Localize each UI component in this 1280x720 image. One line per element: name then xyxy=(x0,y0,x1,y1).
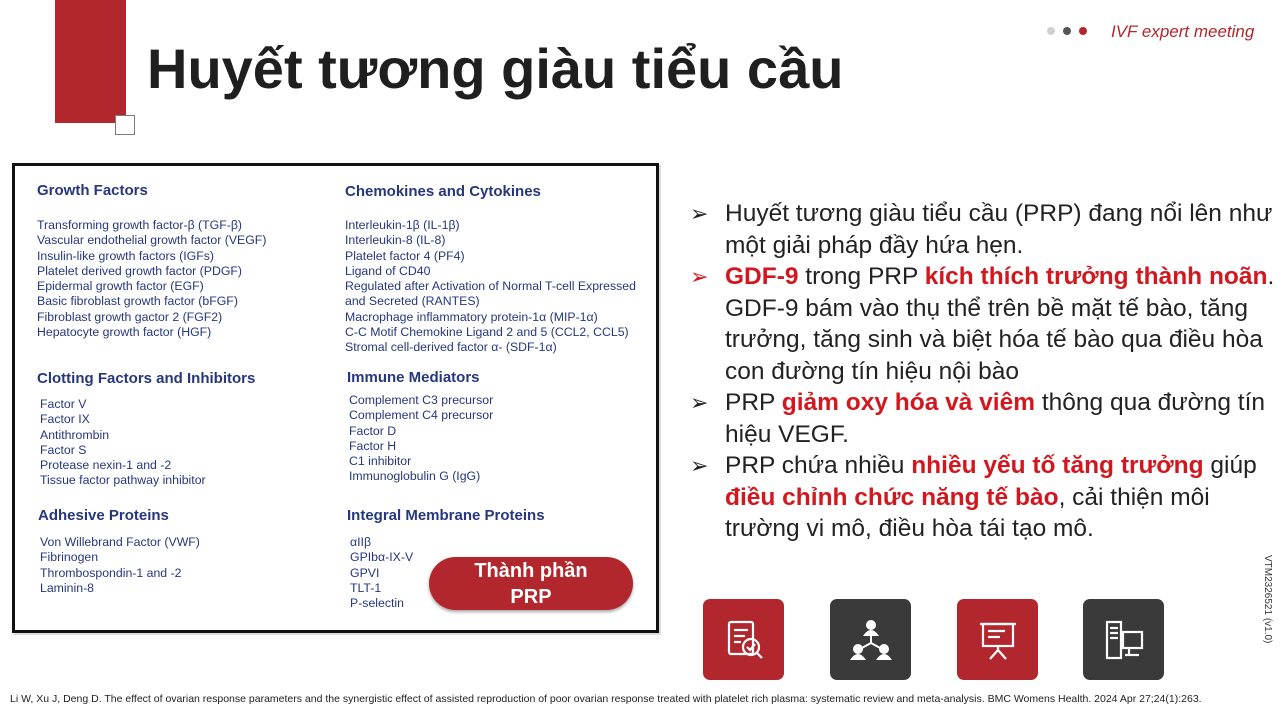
list-item: GPIbα-IX-V xyxy=(350,550,414,565)
arrow-bullet-icon: ➢ xyxy=(690,453,709,478)
bullet-4-text-3: , cải thiện môi trường vi mô, điều hòa tái tạo mô. xyxy=(725,483,1210,542)
list-item: Factor H xyxy=(349,438,397,453)
title-accent-bar xyxy=(55,0,126,123)
prp-components-button[interactable] xyxy=(429,557,633,610)
bullet-3-text-2: thông qua đường tín hiệu VEGF. xyxy=(725,389,1266,448)
list-item: Platelet derived growth factor (PDGF) xyxy=(37,263,243,278)
immune-list xyxy=(349,393,493,485)
list-item: Complement C3 precursor xyxy=(349,393,494,407)
document-review-icon[interactable] xyxy=(703,599,784,680)
list-item: and Secreted (RANTES) xyxy=(345,294,480,309)
list-item: Antithrombin xyxy=(40,427,110,442)
presentation-board-icon[interactable] xyxy=(957,599,1038,680)
bullet-3 xyxy=(690,387,1275,450)
category-integral: Integral Membrane Proteins xyxy=(347,507,545,524)
category-growth-factors: Growth Factors xyxy=(37,182,148,199)
list-item: Factor D xyxy=(349,423,397,438)
category-chemokines: Chemokines and Cytokines xyxy=(345,183,541,200)
list-item: Fibroblast growth gactor 2 (FGF2) xyxy=(37,309,223,324)
list-item: Von Willebrand Factor (VWF) xyxy=(40,535,200,549)
list-item: Hepatocyte growth factor (HGF) xyxy=(37,325,212,340)
list-item: Insulin-like growth factors (IGFs) xyxy=(37,248,214,263)
growth-factors-list xyxy=(37,218,266,340)
list-item: Regulated after Activation of Normal T-cell Expressed xyxy=(345,279,636,294)
integral-list xyxy=(350,535,413,611)
citation-footer: Li W, Xu J, Deng D. The effect of ovarian response parameters and the synergistic effect of assisted reproduction of poor ovarian response treated with platelet rich plasma: systematic review and meta-analysis. BMC Womens Health. 2024 Apr 27;24(1):263. xyxy=(10,693,1202,705)
network-people-icon[interactable] xyxy=(830,599,911,680)
list-item: Ligand of CD40 xyxy=(345,263,431,278)
dot-light xyxy=(1047,27,1055,35)
bullet-4 xyxy=(690,450,1275,545)
header-dots xyxy=(1047,27,1087,35)
list-item: C1 inhibitor xyxy=(349,454,412,469)
bullet-1 xyxy=(690,198,1275,261)
list-item: Factor V xyxy=(40,397,87,411)
list-item: TLT-1 xyxy=(350,580,382,595)
title-accent-square xyxy=(115,115,135,135)
list-item: αIIβ xyxy=(350,535,372,549)
bullet-2-highlight-1: GDF-9 xyxy=(725,263,799,290)
list-item: Transforming growth factor-β (TGF-β) xyxy=(37,218,243,232)
brand-label: IVF expert meeting xyxy=(1111,22,1255,41)
bullet-1-text: Huyết tương giàu tiểu cầu (PRP) đang nổi lên như một giải pháp đầy hứa hẹn. xyxy=(725,200,1273,259)
list-item: Immunoglobulin G (IgG) xyxy=(349,469,481,484)
bullet-2-highlight-2: kích thích trưởng thành noãn xyxy=(924,263,1268,290)
arrow-bullet-icon: ➢ xyxy=(690,390,709,415)
arrow-bullet-icon: ➢ xyxy=(690,264,709,289)
list-item: Thrombospondin-1 and -2 xyxy=(40,565,182,580)
bullet-list xyxy=(690,198,1275,545)
list-item: Vascular endothelial growth factor (VEGF) xyxy=(37,233,267,248)
clotting-list xyxy=(40,397,206,489)
list-item: Laminin-8 xyxy=(40,580,94,595)
bullet-2-text-1: trong PRP xyxy=(798,263,925,290)
bullet-3-text-1: PRP xyxy=(725,389,782,416)
list-item: Fibrinogen xyxy=(40,550,99,565)
bullet-2 xyxy=(690,261,1275,387)
bullet-3-highlight-1: giảm oxy hóa và viêm xyxy=(781,389,1036,416)
list-item: C-C Motif Chemokine Ligand 2 and 5 (CCL2, CCL5) xyxy=(345,325,629,340)
list-item: Interleukin-1β (IL-1β) xyxy=(345,218,460,232)
list-item: GPVI xyxy=(350,565,380,580)
list-item: Epidermal growth factor (EGF) xyxy=(37,279,204,294)
bullet-4-text-1: PRP chứa nhiều xyxy=(725,452,912,479)
arrow-bullet-icon: ➢ xyxy=(690,201,709,226)
version-code: VTM2326521 (v1.0) xyxy=(1262,555,1273,644)
bullet-2-text-2: . GDF-9 bám vào thụ thể trên bề mặt tế bào, tăng trưởng, tăng sinh và biệt hóa tế bào qua điều hòa con đường tín hiệu nội bào xyxy=(725,263,1275,385)
list-item: Factor IX xyxy=(40,412,90,427)
list-item: Macrophage inflammatory protein-1α (MIP-1α) xyxy=(345,309,598,324)
category-adhesive: Adhesive Proteins xyxy=(38,507,169,524)
adhesive-list xyxy=(40,535,200,596)
bullet-4-highlight-1: nhiều yếu tố tăng trưởng xyxy=(911,452,1204,479)
page-title: Huyết tương giàu tiểu cầu xyxy=(147,37,844,100)
list-item: Factor S xyxy=(40,442,87,457)
chemokines-list xyxy=(345,218,636,356)
category-immune: Immune Mediators xyxy=(347,369,480,386)
list-item: Complement C4 precursor xyxy=(349,408,494,423)
computer-server-icon[interactable] xyxy=(1083,599,1164,680)
list-item: Interleukin-8 (IL-8) xyxy=(345,233,446,248)
list-item: Basic fibroblast growth factor (bFGF) xyxy=(37,294,238,309)
dot-red xyxy=(1079,27,1087,35)
prp-button-line1: Thành phần xyxy=(474,559,588,582)
category-clotting: Clotting Factors and Inhibitors xyxy=(37,370,256,387)
prp-button-line2: PRP xyxy=(510,585,552,608)
list-item: Tissue factor pathway inhibitor xyxy=(40,473,206,488)
bullet-4-highlight-2: điều chỉnh chức năng tế bào xyxy=(725,483,1059,511)
list-item: P-selectin xyxy=(350,596,404,611)
list-item: Protease nexin-1 and -2 xyxy=(40,458,172,473)
bullet-4-text-2: giúp xyxy=(1203,452,1257,479)
list-item: Platelet factor 4 (PF4) xyxy=(345,248,465,263)
list-item: Stromal cell-derived factor α- (SDF-1α) xyxy=(345,340,557,355)
dot-dark xyxy=(1063,27,1071,35)
